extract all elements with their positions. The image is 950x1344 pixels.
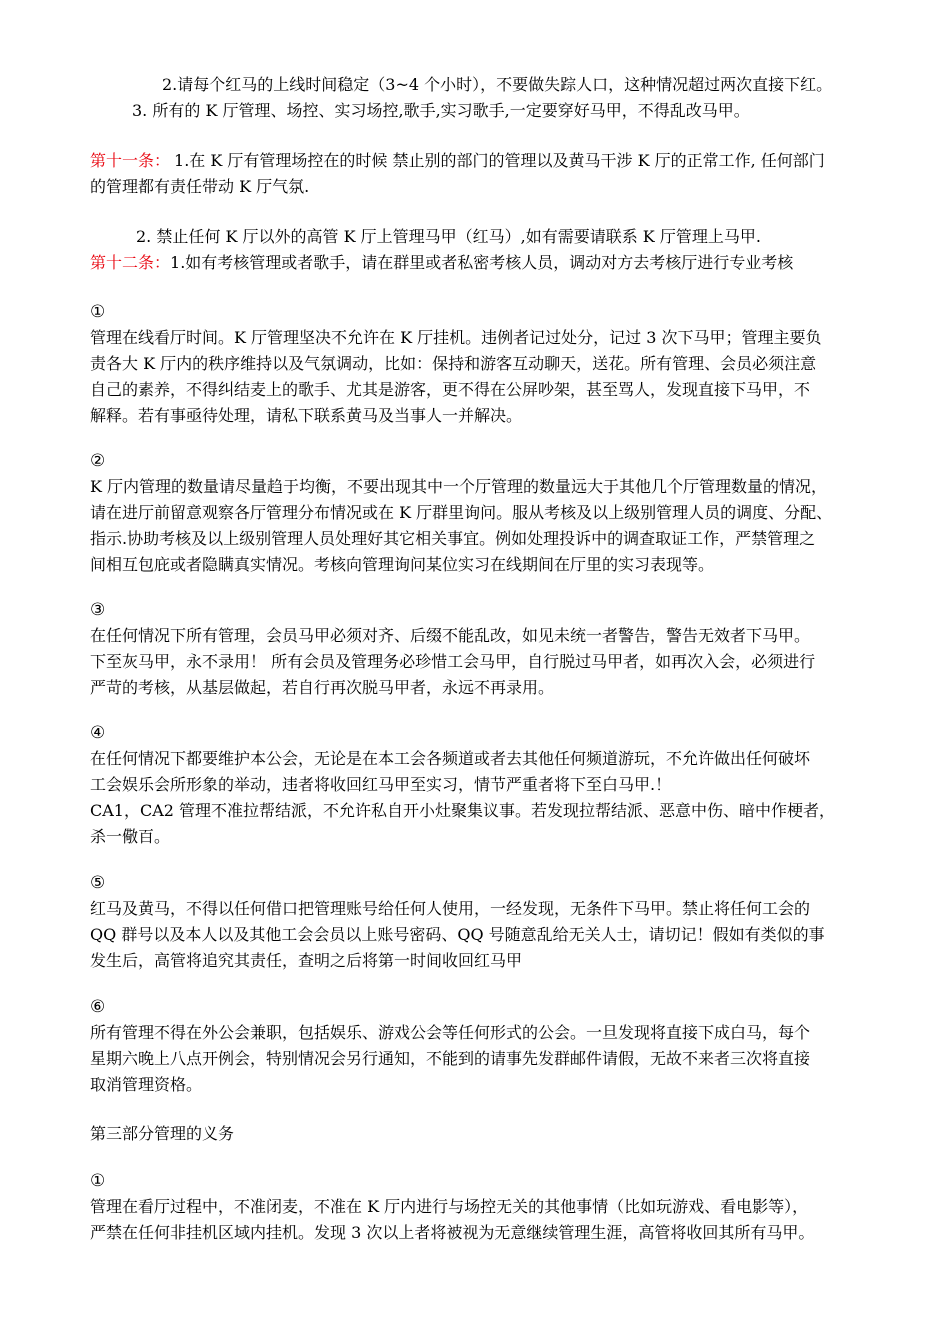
section-3-line: 严苛的考核，从基层做起，若自行再次脱马甲者，永远不再录用。 [90,678,555,697]
section-1-line: 管理在线看厅时间。K 厅管理坚决不允许在 K 厅挂机。违例者记过处分，记过 3 次下马甲；管理主要负 [90,328,822,347]
article-11-label: 第十一条： [90,151,171,170]
section-2-marker: ② [90,451,106,471]
section-4-line: 在任何情况下都要维护本公会，无论是在本工会各频道或者去其他任何频道游玩，不允许做出任何破坏 [90,749,811,768]
section-5-line: QQ 群号以及本人以及其他工会会员以上账号密码、QQ 号随意乱给无关人士，请切记！假如有类似的事 [90,925,825,944]
section-2-line: 间相互包庇或者隐瞒真实情况。考核向管理询问某位实习在线期间在厅里的实习表现等。 [90,555,715,574]
section-3-line: 下至灰马甲，永不录用！ 所有会员及管理务必珍惜工会马甲，自行脱过马甲者，如再次入会，必须进行 [90,652,816,671]
section-2-line: K 厅内管理的数量请尽量趋于均衡，不要出现其中一个厅管理的数量远大于其他几个厅管理数量的情况， [90,477,828,496]
section-6-marker: ⑥ [90,997,106,1017]
section-6-line: 所有管理不得在外公会兼职，包括娱乐、游戏公会等任何形式的公会。一旦发现将直接下成白马，每个 [90,1023,811,1042]
part-3-heading: 第三部分管理的义务 [90,1124,235,1143]
section-1-line: 解释。若有事亟待处理，请私下联系黄马及当事人一并解决。 [90,406,523,425]
section-4-line: 工会娱乐会所形象的举动，违者将收回红马甲至实习，情节严重者将下至白马甲.！ [90,775,672,794]
section-1-line: 责各大 K 厅内的秩序维持以及气氛调动，比如：保持和游客互动聊天，送花。所有管理、会员必须注意 [90,354,817,373]
section-1-line: 自己的素养，不得纠结麦上的歌手、尤其是游客，更不得在公屏吵架，甚至骂人，发现直接下马甲，不 [90,380,811,399]
section-5-line: 红马及黄马，不得以任何借口把管理账号给任何人使用，一经发现，无条件下马甲。禁止将任何工会的 [90,899,811,918]
article-11-item-1-continued: 的管理都有责任带动 K 厅气氛. [90,177,310,196]
section-5-line: 发生后，高管将追究其责任，查明之后将第一时间收回红马甲 [90,951,523,970]
article-12-item-1 [90,251,793,275]
article-12-label: 第十二条： [90,253,171,272]
section-3-line: 在任何情况下所有管理，会员马甲必须对齐、后缀不能乱改，如见未统一者警告，警告无效者下马甲。 [90,626,811,645]
rule-line-3: 3. 所有的 K 厅管理、场控、实习场控,歌手,实习歌手,一定要穿好马甲，不得乱改马甲。 [132,101,750,120]
section-3-marker: ③ [90,600,106,620]
section-4-line: CA1，CA2 管理不准拉帮结派，不允许私自开小灶聚集议事。若发现拉帮结派、恶意中伤、暗中作梗者， [90,801,836,820]
part-3-line: 严禁在任何非挂机区域内挂机。发现 3 次以上者将被视为无意继续管理生涯，高管将收回其所有马甲。 [90,1223,815,1242]
section-5-marker: ⑤ [90,873,106,893]
article-12-item-1-text: 1.如有考核管理或者歌手，请在群里或者私密考核人员，调动对方去考核厅进行专业考核 [170,253,794,272]
section-4-line: 杀一儆百。 [90,827,171,846]
section-2-line: 指示.协助考核及以上级别管理人员处理好其它相关事宜。例如处理投诉中的调查取证工作，严禁管理之 [90,529,816,548]
section-1-marker: ① [90,302,106,322]
article-11-item-1 [90,149,825,173]
article-11-item-1-text: 1.在 K 厅有管理场控在的时候 禁止别的部门的管理以及黄马干涉 K 厅的正常工作, 任何部门 [174,151,825,170]
section-2-line: 请在进厅前留意观察各厅管理分布情况或在 K 厅群里询问。服从考核及以上级别管理人员的调度、分配、 [90,503,833,522]
article-11-item-2: 2. 禁止任何 K 厅以外的高管 K 厅上管理马甲（红马）,如有需要请联系 K 厅管理上马甲. [136,227,761,246]
section-6-line: 星期六晚上八点开例会，特别情况会另行通知，不能到的请事先发群邮件请假，无故不来者三次将直接 [90,1049,811,1068]
rule-line-2: 2.请每个红马的上线时间稳定（3~4 个小时），不要做失踪人口，这种情况超过两次直接下红。 [162,75,833,94]
section-4-marker: ④ [90,723,106,743]
part-3-marker: ① [90,1171,106,1191]
part-3-line: 管理在看厅过程中，不准闭麦，不准在 K 厅内进行与场控无关的其他事情（比如玩游戏、看电影等）， [90,1197,809,1216]
section-6-line: 取消管理资格。 [90,1075,203,1094]
